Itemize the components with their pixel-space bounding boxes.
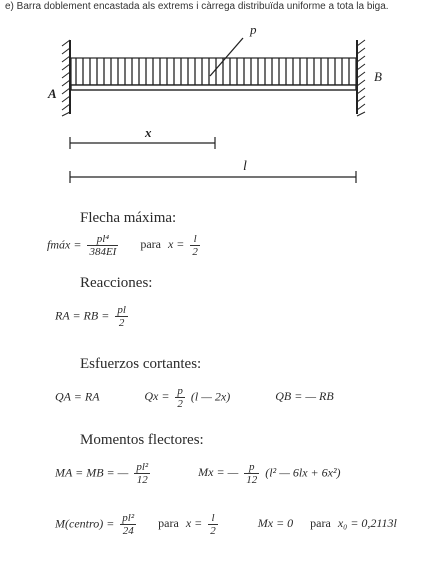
cortantes-qa: QA = RA [55,389,100,404]
beam-diagram [0,0,443,200]
label-x: x [145,125,152,140]
flecha-fraction [87,233,118,258]
reacciones-fraction [115,304,128,329]
heading-cortantes: Esfuerzos cortantes: [80,356,202,372]
momentos-mx-den: 12 [246,474,258,486]
momentos-mx-lhs: Mx = — [198,465,239,480]
momentos-mc-num: pl² [122,512,135,524]
reacciones-lhs: RA = RB = [55,308,110,323]
momentos-mc-den: 24 [122,525,134,537]
dimension-l [70,171,356,183]
momentos-x-den: 2 [210,525,216,537]
momentos-x0: x₀ = 0,2113l [337,516,397,531]
right-wall-hatch [357,40,365,116]
momentos-ma-fraction [134,461,150,486]
left-wall-hatch [62,40,70,116]
momentos-x-num: l [208,512,218,525]
flecha-num: pl⁴ [87,233,118,246]
heading-reacciones: Reacciones: [80,275,153,291]
label-a: A [48,86,57,101]
momentos-mc-lhs: M(centro) = [55,516,115,531]
momentos-mx-num: p [244,461,259,474]
beam [71,85,356,90]
heading-momentos: Momentos flectores: [80,432,204,448]
flecha-xeq: x = [167,237,185,252]
reacciones-num: pl [117,304,126,316]
flecha-lhs: fmáx = [47,237,82,252]
flecha-x-den: 2 [192,246,198,258]
momentos-x-fraction [208,512,218,537]
formula-momentos-1 [55,461,341,486]
formula-flecha [47,233,203,258]
cortantes-qx-rest: (l — 2x) [190,389,231,404]
formula-momentos-2 [55,512,397,537]
heading-flecha: Flecha máxima: [80,210,177,226]
cortantes-qx-lhs: Qx = [144,389,170,404]
momentos-ma-lhs: MA = MB = — [55,465,129,480]
momentos-xeq: x = [185,516,203,531]
momentos-mx-fraction [244,461,259,486]
momentos-mx-rest: (l² — 6lx + 6x²) [265,465,341,480]
cortantes-qx-fraction [175,385,185,410]
momentos-mx0: Mx = 0 [257,516,294,531]
reacciones-den: 2 [118,317,125,329]
momentos-para2: para [310,516,331,531]
momentos-ma-den: 12 [136,474,148,486]
flecha-x-num: l [190,233,200,246]
formula-reacciones [55,304,131,329]
label-l: l [243,159,247,174]
load-pointer [210,38,243,76]
momentos-para: para [158,516,179,531]
cortantes-qx-num: p [177,385,183,397]
flecha-x-fraction [190,233,200,258]
momentos-ma-num: pl² [136,461,149,473]
dimension-x [70,137,215,149]
flecha-den: 384EI [89,246,117,258]
cortantes-qx-den: 2 [177,398,183,410]
label-p: p [250,22,257,37]
figure-caption: e) Barra doblement encastada als extrems i càrrega distribuïda uniforme a tota la biga. [5,1,389,12]
momentos-mc-fraction [120,512,136,537]
formula-cortantes [55,385,334,410]
flecha-para: para [140,237,161,252]
label-b: B [374,69,382,84]
cortantes-qb: QB = — RB [275,389,334,404]
